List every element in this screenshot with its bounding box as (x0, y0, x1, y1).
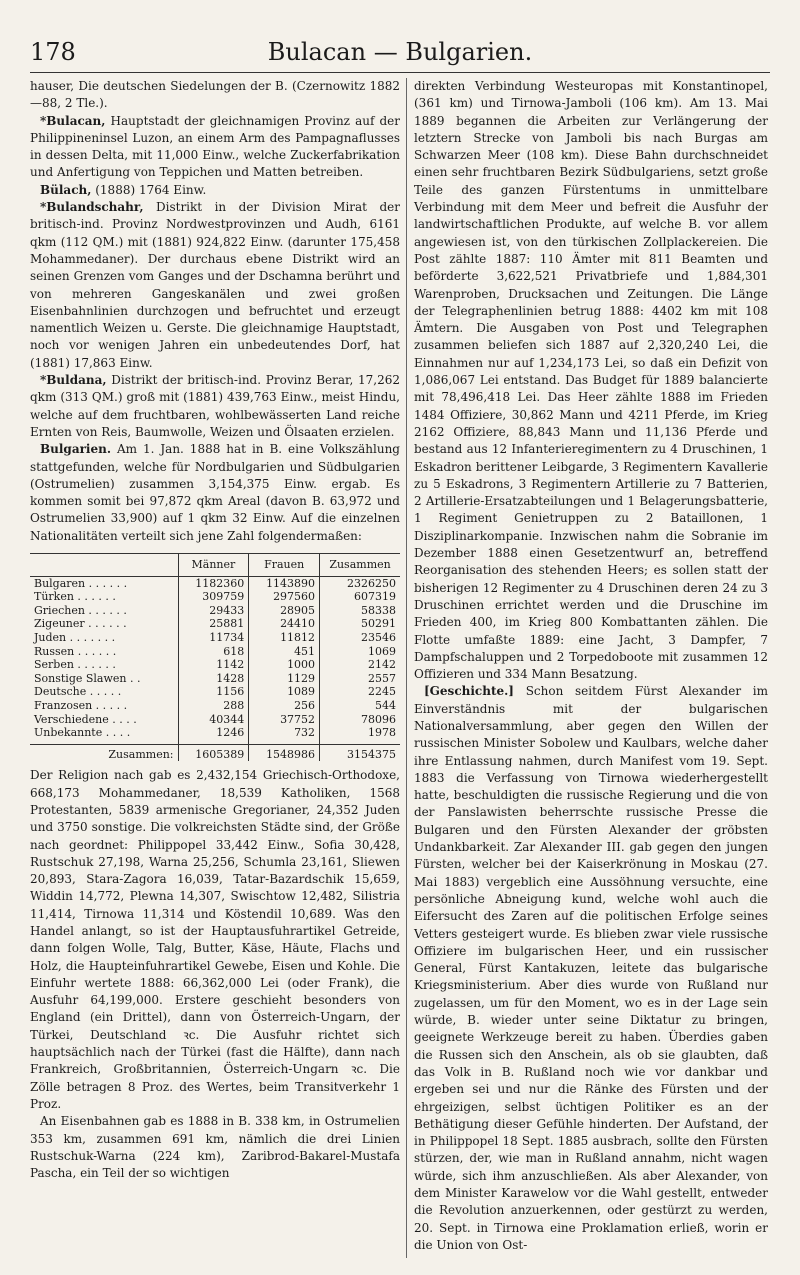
table-cell: 309759 (178, 590, 249, 604)
entry-bulandschahr (30, 199, 400, 372)
entry-text: Am 1. Jan. 1888 hat in B. eine Volkszählung stattgefunden, welche für Nordbulgarien und Südbulgarien (Ostrumelien) zusammen 3,154,375 Einw. ergab. Es kommen somit bei 97,872 qkm Areal (davon B. 63,972 und Ostrumelien 33,900) auf 1 qkm 32 Einw. Auf die einzelnen Nationalitäten verteilt sich jene Zahl folgendermaßen: (30, 442, 400, 543)
table-cell: 1548986 (249, 744, 320, 761)
paragraph-religion: Der Religion nach gab es 2,432,154 Griechisch-Orthodoxe, 668,173 Mohammedaner, 18,539 Katholiken, 1568 Protestanten, 5839 armenische Gregorianer, 24,352 Juden und 3750 sonstige. Die volkreichsten Städte sind, der Größe nach geordnet: Philippopel 33,442 Einw., Sofia 30,428, Rustschuk 27,198, Warna 25,256, Schumla 23,161, Sliewen 20,893, Stara-Zagora 16,039, Tatar-Bazardschik 15,659, Widdin 14,772, Plewna 14,307, Swischtow 12,482, Silistria 11,414, Tirnowa 11,314 und Köstendil 10,689. Was den Handel anlangt, so ist der Hauptausfuhrartikel Getreide, dann folgen Wolle, Talg, Butter, Käse, Häute, Flachs und Holz, die Haupteinfuhrartikel Gewebe, Eisen und Kohle. Die Einfuhr wertete 1888: 66,362,000 Lei (oder Frank), die Ausfuhr 64,199,000. Erstere geschieht besonders von England (ein Drittel), dann von Österreich-Ungarn, der Türkei, Deutschland ꝛc. Die Ausfuhr richtet sich hauptsächlich nach der Türkei (fast die Hälfte), dann nach Frankreich, Großbritannien, Österreich-Ungarn ꝛc. Die Zölle betragen 8 Proz. des Wertes, beim Transitverkehr 1 Proz. (30, 768, 400, 1111)
table-row (30, 604, 400, 618)
table-cell: 11734 (178, 631, 249, 645)
entry-buelach (30, 182, 400, 199)
table-total-row (30, 744, 400, 761)
left-column (30, 78, 400, 1182)
entry-headword: *Bulandschahr, (40, 200, 144, 215)
table-cell: Juden . . . . . . . (34, 630, 116, 644)
entry-headword: Bulgarien. (40, 442, 112, 457)
paragraph-text: Schon seitdem Fürst Alexander im Einverständnis mit der bulgarischen Nationalversammlung, aber gegen den Willen der russischen Minister Sobolew und Kaulbars, welche daher ihre Entlassung nahmen, durch Manifest vom 19. Sept. 1883 die Verfassung von Tirnowa wiederhergestellt hatte, beschuldigten die russische Regierung und die von der Panslawisten beherrschte russische Presse die Bulgaren und den Fürsten Alexander der gröbsten Undankbarkeit. Zar Alexander III. gab gegen den jungen Fürsten, welcher bei der Kaiserkrönung in Moskau (27. Mai 1883) vergeblich eine Aussöhnung versuchte, eine persönliche Abneigung kund, welche wohl auch die Eifersucht des Zaren auf die politischen Erfolge seines Vetters gesteigert wurde. Es blieben zwar viele russische Offiziere im bulgarischen Heer, und ein russischer General, Fürst Kantakuzen, leitete das bulgarische Kriegsministerium. Aber dies wurde von Rußland nur zugelassen, um für den Moment, wo es in der Lage sein würde, B. wieder unter seine Diktatur zu bringen, geeignete Werkzeuge bereit zu haben. Überdies gaben die Russen sich den Anschein, als ob sie glaubten, daß das Volk in B. Rußland noch wie vor dankbar und ergeben sei und nur die Ränke des Fürsten und der ehrgeizigen, selbst üchtigen Politiker es an der Bethätigung dieser Gefühle hinderten. Der Aufstand, der in Philippopel 18 Sept. 1885 ausbrach, sollte den Fürsten stürzen, der, wie man in Rußland annahm, nicht wagen würde, sich ihm anzuschließen. Als aber Alexander, von dem Minister Karawelow vor die Wahl gestellt, entweder die Revolution anzuerkennen, oder gestürzt zu werden, 20. Sept. in Tirnowa eine Proklamation erließ, worin er die Union von Ost- (414, 684, 768, 1252)
entry-bulacan (30, 113, 400, 182)
table-cell: Sonstige Slawen . . (34, 671, 141, 685)
table-cell: Serben . . . . . . (34, 658, 116, 672)
table-header-cell: Frauen (249, 554, 320, 577)
right-column (414, 78, 768, 1254)
table-row (30, 658, 400, 672)
table-cell: Zigeuner . . . . . . (34, 617, 127, 631)
entry-text: Distrikt der britisch-ind. Provinz Berar, 17,262 qkm (313 QM.) groß mit (1881) 439,763 Einw., meist Hindu, welche auf dem fruchtbaren, wohlbewässerten Land reiche Ernten von Reis, Baumwolle, Weizen und Ölsaaten erzielen. (30, 373, 400, 439)
entry-text: Distrikt in der Division Mirat der britisch-ind. Provinz Nordwestprovinzen und Audh, 6161 qkm (112 QM.) mit (1881) 924,822 Einw. (darunter 175,458 Mohammedaner). Der durchaus ebene Distrikt wird an seinen Grenzen vom Ganges und der Dschamna berührt und von mehreren Gangeskanälen und zwei großen Eisenbahnlinien durchzogen und befruchtet und erzeugt namentlich Weizen u. Gerste. Die gleichnamige Hauptstadt, noch vor wenigen Jahren ein unbedeutendes Dorf, hat (1881) 17,863 Einw. (30, 200, 400, 370)
table-cell: Griechen . . . . . . (34, 603, 127, 617)
table-cell: 1605389 (178, 744, 249, 761)
table-header-cell (30, 554, 178, 577)
table-cell: 78096 (320, 713, 400, 727)
table-header-cell: Zusammen (320, 554, 400, 577)
table-cell: Zusammen: (30, 744, 178, 761)
entry-bulgarien (30, 441, 400, 545)
table-cell: 58338 (320, 604, 400, 618)
table-header-cell: Männer (178, 554, 249, 577)
table-cell: Franzosen . . . . . (34, 698, 128, 712)
table-row (30, 576, 400, 590)
table-cell: 1129 (249, 672, 320, 686)
entry-text: Hauptstadt der gleichnamigen Provinz auf der Philippineninsel Luzon, an einem Arm des Pampagnaflusses in dessen Delta, mit 11,000 Einw., welche Zuckerfabrikation und Anfertigung von Teppichen und Matten betreiben. (30, 113, 400, 180)
nationality-table (30, 553, 400, 761)
paragraph-continuation: hauser, Die deutschen Siedelungen der B. (Czernowitz 1882—88, 2 Tle.). (30, 79, 400, 111)
table-cell: 1000 (249, 658, 320, 672)
table-cell: 11812 (249, 631, 320, 645)
table-cell: 37752 (249, 713, 320, 727)
table-cell: 607319 (320, 590, 400, 604)
table-row (30, 726, 400, 744)
table-row (30, 685, 400, 699)
table-body (30, 576, 400, 761)
table-cell: 28905 (249, 604, 320, 618)
table-cell: Bulgaren . . . . . . (34, 576, 128, 590)
running-title: Bulacan — Bulgarien. (267, 38, 533, 66)
table-cell: 2142 (320, 658, 400, 672)
table-cell: 451 (249, 645, 320, 659)
table-row (30, 645, 400, 659)
table-cell: 1156 (178, 685, 249, 699)
table-cell: Unbekannte . . . . (34, 726, 131, 740)
entry-text: (1888) 1764 Einw. (91, 182, 207, 197)
page-number: 178 (30, 38, 76, 66)
table-cell: Verschiedene . . . . (34, 712, 137, 726)
entry-headword: *Bulacan, (40, 113, 106, 128)
table-cell: 544 (320, 699, 400, 713)
table-row (30, 617, 400, 631)
table-cell: 732 (249, 726, 320, 744)
table-cell: 2557 (320, 672, 400, 686)
table-cell: 297560 (249, 590, 320, 604)
table-cell: 29433 (178, 604, 249, 618)
table-cell: 1069 (320, 645, 400, 659)
table-cell: 1143890 (249, 576, 320, 590)
section-heading: [Geschichte.] (424, 684, 514, 699)
table-row (30, 713, 400, 727)
table-cell: 256 (249, 699, 320, 713)
table-row (30, 699, 400, 713)
table-cell: Deutsche . . . . . (34, 685, 122, 699)
entry-headword: Bülach, (40, 182, 92, 197)
entry-buldana (30, 372, 400, 441)
table-cell: 1428 (178, 672, 249, 686)
table-cell: 1142 (178, 658, 249, 672)
table-cell: 3154375 (320, 744, 400, 761)
table-cell: 24410 (249, 617, 320, 631)
table-cell: Türken . . . . . . (34, 590, 116, 604)
paragraph-history (414, 683, 768, 1254)
table-cell: 618 (178, 645, 249, 659)
table-row (30, 590, 400, 604)
table-header-row (30, 554, 400, 577)
table-cell: 23546 (320, 631, 400, 645)
page-header (30, 38, 770, 73)
table-cell: 2245 (320, 685, 400, 699)
column-divider (406, 78, 407, 1258)
table-row (30, 631, 400, 645)
table-cell: 1182360 (178, 576, 249, 590)
table-cell: 50291 (320, 617, 400, 631)
table-cell: 25881 (178, 617, 249, 631)
table-cell: 1089 (249, 685, 320, 699)
table-cell: Russen . . . . . . (34, 644, 117, 658)
entry-headword: *Buldana, (40, 373, 107, 388)
table-cell: 40344 (178, 713, 249, 727)
table-cell: 1978 (320, 726, 400, 744)
paragraph-railways: An Eisenbahnen gab es 1888 in B. 338 km, in Ostrumelien 353 km, zusammen 691 km, nämlich die drei Linien Rustschuk-Warna (224 km), Zaribrod-Bakarel-Mustafa Pascha, ein Teil der so wichtigen (30, 1114, 400, 1181)
table-cell: 288 (178, 699, 249, 713)
table-row (30, 672, 400, 686)
paragraph-continuation: direkten Verbindung Westeuropas mit Konstantinopel, (361 km) und Tirnowa-Jamboli (106 km). Am 13. Mai 1889 begannen die Arbeiten zur Verlängerung der letztern Strecke von Jamboli bis nach Burgas am Schwarzen Meer (108 km). Diese Bahn durchschneidet einen sehr fruchtbaren Bezirk Südbulgariens, setzt große Teile des ganzen Fürstentums in unmittelbare Verbindung mit dem Meer und befreit die Ausfuhr der landwirtschaftlichen Produkte, auf welche B. vor allem angewiesen ist, von den türkischen Zollplackereien. Die Post zählte 1887: 110 Ämter mit 811 Beamten und beförderte 3,622,521 Privatbriefe und 1,884,301 Warenproben, Drucksachen und Zeitungen. Die Länge der Telegraphenlinien betrug 1888: 4402 km mit 108 Ämtern. Die Ausgaben von Post und Telegraphen zusammen beliefen sich 1887 auf 2,320,240 Lei, die Einnahmen nur auf 1,234,173 Lei, so daß ein Defizit von 1,086,067 Lei entstand. Das Budget für 1889 balancierte mit 78,496,418 Lei. Das Heer zählte 1888 im Frieden 1484 Offiziere, 30,862 Mann und 4211 Pferde, im Krieg 2162 Offiziere, 88,843 Mann und 11,136 Pferde und bestand aus 12 Infanterieregimentern zu 4 Druschinen, 1 Eskadron berittener Leibgarde, 3 Regimentern Kavallerie zu 5 Eskadrons, 3 Regimentern Artillerie zu 7 Batterien, 2 Artillerie-Ersatzabteilungen und 1 Belagerungsbatterie, 1 Regiment Genietruppen zu 2 Bataillonen, 1 Disziplinarkompanie. Inzwischen nahm die Sobranie im Dezember 1888 einen Gesetzentwurf an, betreffend Reorganisation des stehenden Heers; es sollen statt der bisherigen 12 Regimenter zu 4 Druschinen deren 24 zu 3 Druschinen errichtet werden und die Druschine im Frieden 400, im Krieg 800 Kombattanten zählen. Die Flotte umfaßte 1889: eine Jacht, 3 Dampfer, 7 Dampfschaluppen und 2 Torpedoboote mit zusammen 12 Offizieren und 334 Mann Besatzung. (414, 79, 768, 682)
table-cell: 2326250 (320, 576, 400, 590)
table-cell: 1246 (178, 726, 249, 744)
